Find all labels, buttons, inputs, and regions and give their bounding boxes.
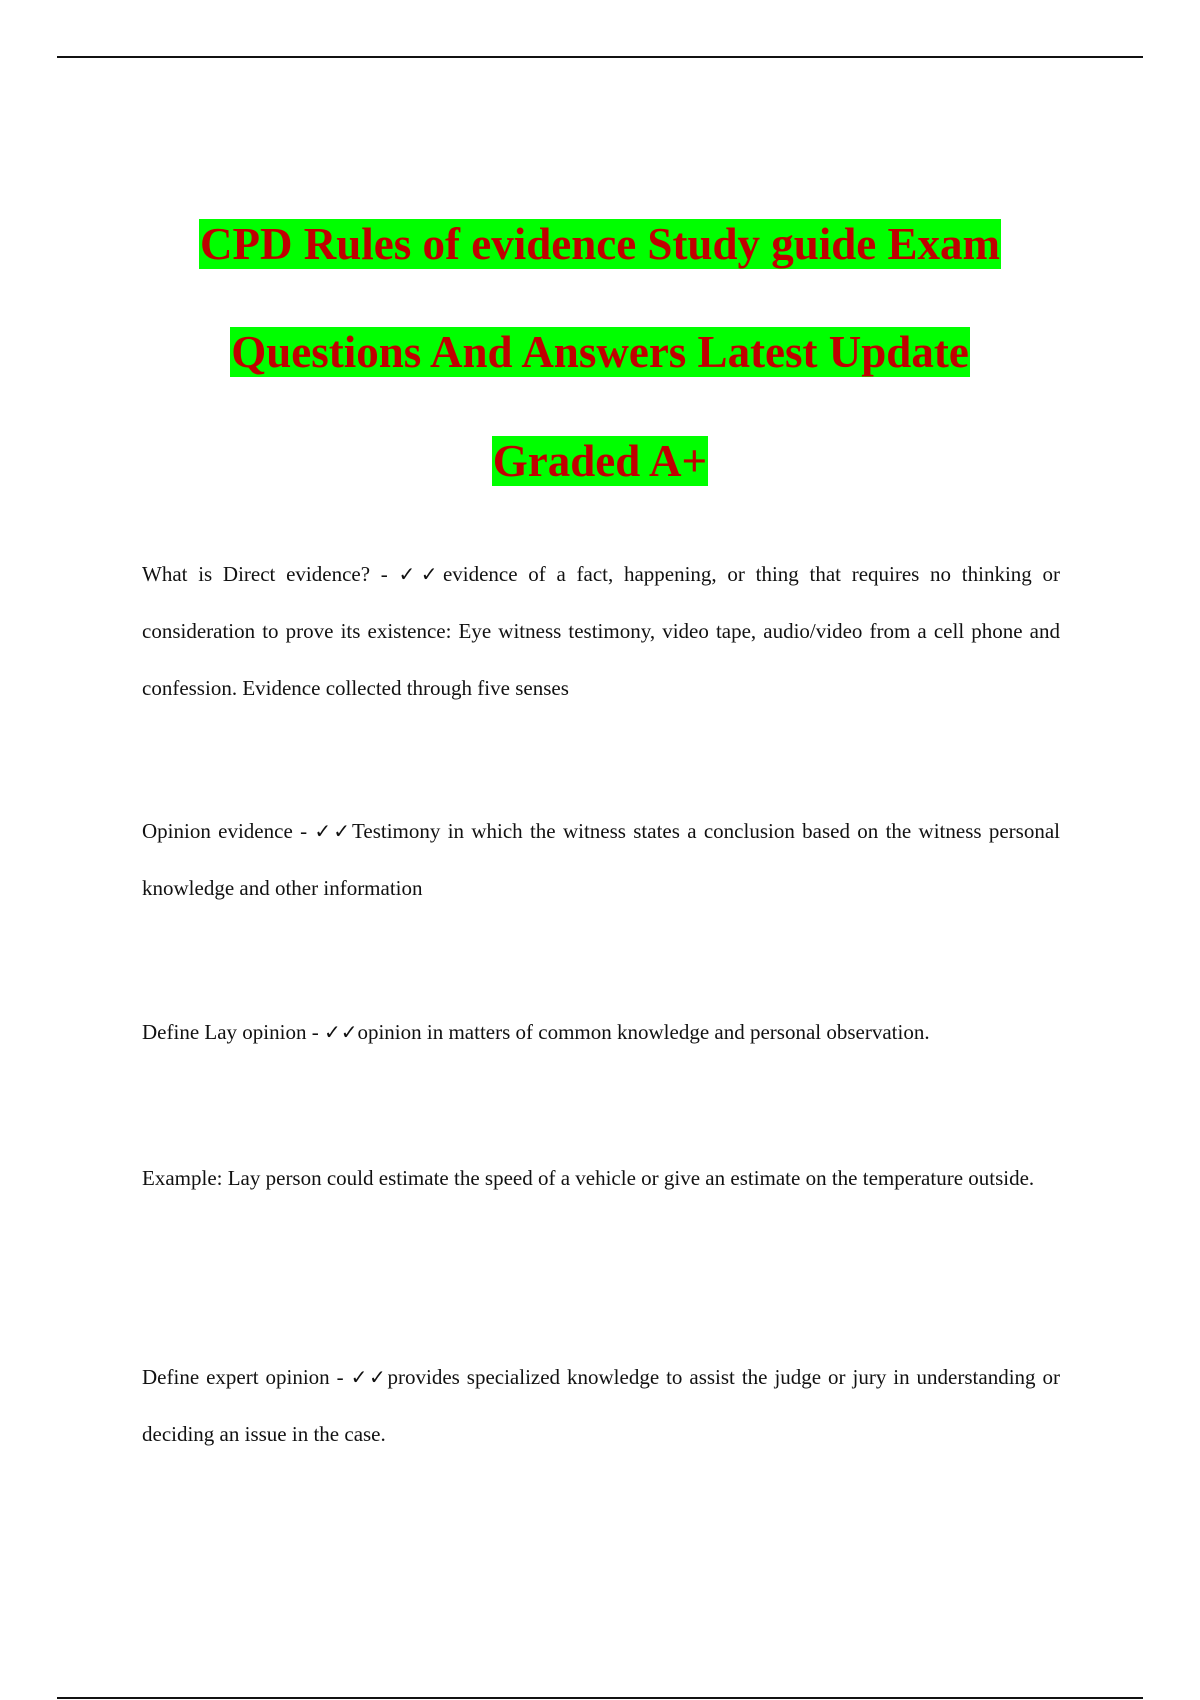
entry-opinion-evidence <box>142 803 1060 917</box>
entry-answer: evidence of a fact, happening, or thing that requires no thinking or consideration to prove its existence: Eye witness testimony, video tape, audio/video from a cell phone and confession. Evidence collected through five senses <box>142 562 1060 700</box>
entry-answer: provides specialized knowledge to assist the judge or jury in understanding or deciding an issue in the case. <box>142 1365 1060 1446</box>
checkmark-icon: ✓✓ <box>398 562 443 586</box>
entry-answer: Testimony in which the witness states a conclusion based on the witness personal knowledge and other information <box>142 819 1060 900</box>
entry-lay-example <box>142 1150 1060 1207</box>
checkmark-icon: ✓✓ <box>314 819 353 843</box>
entry-expert-opinion <box>142 1349 1060 1463</box>
entry-term: Define Lay opinion - <box>142 1020 324 1044</box>
entry-lay-opinion <box>142 1004 1060 1061</box>
title-line-2: Questions And Answers Latest Update <box>231 327 969 377</box>
entry-answer: opinion in matters of common knowledge and personal observation. <box>357 1020 930 1044</box>
entry-direct-evidence <box>142 546 1060 717</box>
entry-term: Define expert opinion - <box>142 1365 351 1389</box>
header-rule <box>57 56 1143 58</box>
checkmark-icon: ✓✓ <box>323 1020 358 1044</box>
entry-term: Opinion evidence - <box>142 819 315 843</box>
checkmark-icon: ✓✓ <box>350 1365 388 1389</box>
title-line-3: Graded A+ <box>492 436 708 486</box>
title-line-1: CPD Rules of evidence Study guide Exam <box>199 219 1001 269</box>
entry-term: What is Direct evidence? - <box>142 562 399 586</box>
entry-answer: Example: Lay person could estimate the speed of a vehicle or give an estimate on the temperature outside. <box>142 1166 1035 1190</box>
footer-rule <box>57 1697 1143 1699</box>
